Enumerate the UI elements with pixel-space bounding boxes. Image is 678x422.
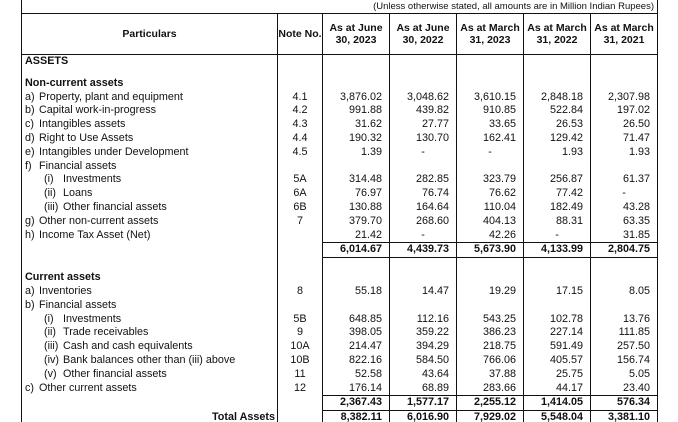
value-cell: 439.82 bbox=[390, 104, 457, 118]
value-cell: 162.41 bbox=[457, 132, 524, 146]
value-cell: 129.42 bbox=[524, 132, 591, 146]
period-line: As at March bbox=[527, 21, 587, 34]
note-cell: 4.4 bbox=[278, 132, 323, 146]
row-label: Inventories bbox=[39, 284, 92, 297]
row-label: Other current assets bbox=[39, 381, 137, 394]
value-cell bbox=[591, 69, 658, 77]
value-cell bbox=[591, 258, 658, 272]
table-row bbox=[22, 215, 658, 229]
row-prefix: (ii) bbox=[44, 187, 56, 200]
assets-table bbox=[21, 0, 658, 422]
subtotal-row bbox=[22, 243, 658, 258]
period-line: 31, 2021 bbox=[603, 34, 645, 46]
value-cell: 61.37 bbox=[591, 173, 658, 187]
period-line: 31, 2023 bbox=[469, 34, 511, 46]
value-cell: 766.06 bbox=[457, 354, 524, 368]
value-cell: 6,016.90 bbox=[390, 411, 457, 422]
section-row bbox=[22, 77, 658, 91]
row-prefix: (i) bbox=[44, 173, 54, 186]
value-cell: 33.65 bbox=[457, 118, 524, 132]
value-cell: 404.13 bbox=[457, 215, 524, 229]
value-cell: 23.40 bbox=[591, 382, 658, 396]
particulars-cell bbox=[22, 354, 278, 368]
particulars-cell bbox=[22, 215, 278, 229]
value-cell bbox=[524, 299, 591, 313]
value-cell: 543.25 bbox=[457, 313, 524, 327]
units-note-row bbox=[22, 0, 658, 14]
value-cell: 283.66 bbox=[457, 382, 524, 396]
value-cell: 218.75 bbox=[457, 340, 524, 354]
value-cell: 156.74 bbox=[591, 354, 658, 368]
value-cell bbox=[524, 271, 591, 285]
value-cell bbox=[323, 299, 390, 313]
value-cell: 3,610.15 bbox=[457, 91, 524, 105]
col-header-particulars: Particulars bbox=[22, 14, 278, 55]
table-body bbox=[22, 55, 658, 422]
value-cell: 102.78 bbox=[524, 313, 591, 327]
value-cell bbox=[457, 69, 524, 77]
value-cell: - bbox=[390, 146, 457, 160]
value-cell: 13.76 bbox=[591, 313, 658, 327]
value-cell: 386.23 bbox=[457, 326, 524, 340]
value-cell: 176.14 bbox=[323, 382, 390, 396]
period-line: As at March bbox=[460, 21, 520, 34]
value-cell bbox=[457, 55, 524, 69]
value-cell: 130.70 bbox=[390, 132, 457, 146]
value-cell: 282.85 bbox=[390, 173, 457, 187]
value-cell: 268.60 bbox=[390, 215, 457, 229]
value-cell: 359.22 bbox=[390, 326, 457, 340]
value-cell: - bbox=[591, 187, 658, 201]
value-cell: 52.58 bbox=[323, 368, 390, 382]
note-cell bbox=[278, 243, 323, 258]
row-prefix: (iii) bbox=[44, 200, 59, 213]
particulars-cell bbox=[22, 160, 278, 174]
value-cell bbox=[524, 258, 591, 272]
particulars-cell bbox=[22, 69, 278, 77]
note-cell: 7 bbox=[278, 215, 323, 229]
period-line: 30, 2022 bbox=[402, 34, 444, 46]
value-cell bbox=[390, 299, 457, 313]
col-header-period-1 bbox=[323, 14, 390, 55]
value-cell: 130.88 bbox=[323, 201, 390, 215]
table-row bbox=[22, 340, 658, 354]
value-cell bbox=[591, 271, 658, 285]
value-cell: 25.75 bbox=[524, 368, 591, 382]
note-cell: 4.2 bbox=[278, 104, 323, 118]
value-cell bbox=[390, 271, 457, 285]
row-prefix: (iii) bbox=[44, 340, 59, 353]
value-cell: 379.70 bbox=[323, 215, 390, 229]
value-cell: 197.02 bbox=[591, 104, 658, 118]
row-label: Right to Use Assets bbox=[39, 131, 134, 144]
table-row bbox=[22, 285, 658, 299]
value-cell: 37.88 bbox=[457, 368, 524, 382]
table-row bbox=[22, 132, 658, 146]
value-cell: 77.42 bbox=[524, 187, 591, 201]
value-cell: 5,673.90 bbox=[457, 243, 524, 258]
value-cell: 8.05 bbox=[591, 285, 658, 299]
value-cell: 190.32 bbox=[323, 132, 390, 146]
row-label: Other non-current assets bbox=[39, 214, 159, 227]
value-cell bbox=[591, 299, 658, 313]
period-line: As at June bbox=[329, 21, 383, 34]
table-row bbox=[22, 146, 658, 160]
row-label: Property, plant and equipment bbox=[39, 90, 183, 103]
value-cell bbox=[524, 55, 591, 69]
period-line: 31, 2022 bbox=[536, 34, 578, 46]
value-cell bbox=[323, 258, 390, 272]
value-cell bbox=[323, 69, 390, 77]
value-cell: 584.50 bbox=[390, 354, 457, 368]
value-cell bbox=[457, 258, 524, 272]
value-cell: - bbox=[457, 146, 524, 160]
value-cell: 910.85 bbox=[457, 104, 524, 118]
table-row bbox=[22, 326, 658, 340]
table-row bbox=[22, 187, 658, 201]
row-label: Income Tax Asset (Net) bbox=[39, 228, 151, 241]
value-cell bbox=[457, 271, 524, 285]
row-prefix: c) bbox=[25, 381, 34, 394]
table-header-row bbox=[22, 14, 658, 55]
value-cell: 76.74 bbox=[390, 187, 457, 201]
value-cell: 257.50 bbox=[591, 340, 658, 354]
note-cell bbox=[278, 77, 323, 91]
row-prefix: b) bbox=[25, 104, 35, 117]
value-cell: 112.16 bbox=[390, 313, 457, 327]
row-label: Capital work-in-progress bbox=[39, 104, 157, 117]
value-cell: 26.50 bbox=[591, 118, 658, 132]
value-cell: - bbox=[390, 229, 457, 243]
note-cell: 12 bbox=[278, 382, 323, 396]
row-label: ASSETS bbox=[25, 55, 69, 67]
value-cell: - bbox=[524, 229, 591, 243]
particulars-cell bbox=[22, 104, 278, 118]
row-label: Cash and cash equivalents bbox=[63, 340, 193, 353]
particulars-cell bbox=[22, 132, 278, 146]
col-header-period-4 bbox=[524, 14, 591, 55]
particulars-cell bbox=[22, 368, 278, 382]
value-cell: 19.29 bbox=[457, 285, 524, 299]
row-prefix: f) bbox=[25, 159, 32, 172]
value-cell: 42.26 bbox=[457, 229, 524, 243]
particulars-cell bbox=[22, 382, 278, 396]
value-cell bbox=[323, 271, 390, 285]
value-cell: 17.15 bbox=[524, 285, 591, 299]
row-label: Bank balances other than (iii) above bbox=[63, 353, 236, 366]
value-cell: 14.47 bbox=[390, 285, 457, 299]
value-cell: 2,804.75 bbox=[591, 243, 658, 258]
value-cell: 182.49 bbox=[524, 201, 591, 215]
spacer-row bbox=[22, 258, 658, 272]
particulars-cell bbox=[22, 118, 278, 132]
row-label: Other financial assets bbox=[63, 200, 167, 213]
value-cell: 323.79 bbox=[457, 173, 524, 187]
value-cell: 522.84 bbox=[524, 104, 591, 118]
note-cell bbox=[278, 411, 323, 422]
value-cell: 2,307.98 bbox=[591, 91, 658, 105]
units-note: (Unless otherwise stated, all amounts are in Million Indian Rupees) bbox=[22, 0, 658, 14]
value-cell: 88.31 bbox=[524, 215, 591, 229]
note-cell bbox=[278, 299, 323, 313]
value-cell: 214.47 bbox=[323, 340, 390, 354]
value-cell: 822.16 bbox=[323, 354, 390, 368]
row-label: Loans bbox=[63, 187, 93, 200]
row-label: Financial assets bbox=[39, 298, 117, 311]
particulars-cell bbox=[22, 326, 278, 340]
value-cell: 21.42 bbox=[323, 229, 390, 243]
value-cell bbox=[524, 77, 591, 91]
table-row bbox=[22, 104, 658, 118]
period-line: 30, 2023 bbox=[335, 34, 377, 46]
value-cell: 256.87 bbox=[524, 173, 591, 187]
value-cell: 7,929.02 bbox=[457, 411, 524, 422]
note-cell bbox=[278, 69, 323, 77]
row-prefix: h) bbox=[25, 228, 35, 241]
row-label: Non-current assets bbox=[25, 76, 124, 89]
table-row bbox=[22, 382, 658, 396]
row-prefix: e) bbox=[25, 145, 35, 158]
value-cell: 8,382.11 bbox=[323, 411, 390, 422]
note-cell: 11 bbox=[278, 368, 323, 382]
value-cell: 76.97 bbox=[323, 187, 390, 201]
value-cell: 6,014.67 bbox=[323, 243, 390, 258]
particulars-cell bbox=[22, 299, 278, 313]
note-cell: 6A bbox=[278, 187, 323, 201]
row-label: Investments bbox=[63, 173, 122, 186]
row-prefix: a) bbox=[25, 284, 35, 297]
value-cell bbox=[323, 160, 390, 174]
value-cell: 43.64 bbox=[390, 368, 457, 382]
value-cell: 991.88 bbox=[323, 104, 390, 118]
row-prefix: a) bbox=[25, 90, 35, 103]
value-cell: 2,367.43 bbox=[323, 396, 390, 411]
section-row bbox=[22, 55, 658, 69]
value-cell: 398.05 bbox=[323, 326, 390, 340]
particulars-cell bbox=[22, 411, 278, 422]
row-label: Financial assets bbox=[39, 159, 117, 172]
row-prefix: (v) bbox=[44, 367, 57, 380]
value-cell bbox=[390, 69, 457, 77]
note-cell bbox=[278, 271, 323, 285]
table-row bbox=[22, 118, 658, 132]
row-label: Total Assets bbox=[212, 411, 275, 422]
note-cell: 5B bbox=[278, 313, 323, 327]
row-prefix: (i) bbox=[44, 312, 54, 325]
value-cell: 111.85 bbox=[591, 326, 658, 340]
note-cell: 9 bbox=[278, 326, 323, 340]
particulars-cell bbox=[22, 340, 278, 354]
value-cell: 164.64 bbox=[390, 201, 457, 215]
row-prefix: (ii) bbox=[44, 326, 56, 339]
value-cell: 71.47 bbox=[591, 132, 658, 146]
value-cell: 1.93 bbox=[591, 146, 658, 160]
table-row bbox=[22, 354, 658, 368]
value-cell bbox=[591, 77, 658, 91]
value-cell: 405.57 bbox=[524, 354, 591, 368]
row-label: Investments bbox=[63, 312, 122, 325]
note-cell bbox=[278, 55, 323, 69]
row-prefix: (iv) bbox=[44, 353, 59, 366]
col-header-period-3 bbox=[457, 14, 524, 55]
value-cell: 3,876.02 bbox=[323, 91, 390, 105]
value-cell bbox=[390, 77, 457, 91]
value-cell: 3,381.10 bbox=[591, 411, 658, 422]
value-cell: 2,255.12 bbox=[457, 396, 524, 411]
value-cell bbox=[390, 160, 457, 174]
value-cell: 5.05 bbox=[591, 368, 658, 382]
particulars-cell bbox=[22, 187, 278, 201]
value-cell: 63.35 bbox=[591, 215, 658, 229]
value-cell bbox=[457, 160, 524, 174]
particulars-cell bbox=[22, 396, 278, 411]
value-cell bbox=[390, 55, 457, 69]
value-cell: 4,133.99 bbox=[524, 243, 591, 258]
row-label: Intangibles assets bbox=[39, 118, 126, 131]
value-cell: 44.17 bbox=[524, 382, 591, 396]
note-cell: 8 bbox=[278, 285, 323, 299]
table-row bbox=[22, 299, 658, 313]
value-cell: 2,848.18 bbox=[524, 91, 591, 105]
row-label: Current assets bbox=[25, 271, 101, 284]
value-cell bbox=[524, 160, 591, 174]
table-row bbox=[22, 313, 658, 327]
row-prefix: d) bbox=[25, 131, 35, 144]
value-cell: 394.29 bbox=[390, 340, 457, 354]
value-cell: 576.34 bbox=[591, 396, 658, 411]
particulars-cell bbox=[22, 243, 278, 258]
particulars-cell bbox=[22, 313, 278, 327]
note-cell bbox=[278, 396, 323, 411]
particulars-cell bbox=[22, 91, 278, 105]
value-cell bbox=[323, 55, 390, 69]
note-cell: 4.5 bbox=[278, 146, 323, 160]
note-cell: 6B bbox=[278, 201, 323, 215]
note-cell: 4.3 bbox=[278, 118, 323, 132]
note-cell: 10A bbox=[278, 340, 323, 354]
value-cell bbox=[323, 77, 390, 91]
value-cell: 1,414.05 bbox=[524, 396, 591, 411]
total-row bbox=[22, 411, 658, 422]
particulars-cell bbox=[22, 55, 278, 69]
value-cell: 76.62 bbox=[457, 187, 524, 201]
value-cell bbox=[591, 160, 658, 174]
value-cell bbox=[457, 299, 524, 313]
note-cell: 10B bbox=[278, 354, 323, 368]
table-row bbox=[22, 368, 658, 382]
col-header-note-no: Note No. bbox=[278, 14, 323, 55]
value-cell: 31.85 bbox=[591, 229, 658, 243]
table-row bbox=[22, 91, 658, 105]
value-cell bbox=[457, 77, 524, 91]
value-cell: 1,577.17 bbox=[390, 396, 457, 411]
value-cell: 110.04 bbox=[457, 201, 524, 215]
value-cell: 227.14 bbox=[524, 326, 591, 340]
particulars-cell bbox=[22, 173, 278, 187]
row-label: Other financial assets bbox=[63, 367, 167, 380]
table-row bbox=[22, 201, 658, 215]
value-cell: 3,048.62 bbox=[390, 91, 457, 105]
section-row bbox=[22, 271, 658, 285]
particulars-cell bbox=[22, 77, 278, 91]
row-label: Intangibles under Development bbox=[39, 145, 189, 158]
period-line: As at June bbox=[396, 21, 450, 34]
period-line: As at March bbox=[594, 21, 654, 34]
note-cell: 4.1 bbox=[278, 91, 323, 105]
table-row bbox=[22, 160, 658, 174]
value-cell: 43.28 bbox=[591, 201, 658, 215]
value-cell: 68.89 bbox=[390, 382, 457, 396]
row-label: Trade receivables bbox=[63, 326, 149, 339]
value-cell: 1.93 bbox=[524, 146, 591, 160]
particulars-cell bbox=[22, 258, 278, 272]
value-cell: 591.49 bbox=[524, 340, 591, 354]
particulars-cell bbox=[22, 201, 278, 215]
value-cell: 4,439.73 bbox=[390, 243, 457, 258]
table-row bbox=[22, 173, 658, 187]
particulars-cell bbox=[22, 229, 278, 243]
row-prefix: g) bbox=[25, 214, 35, 227]
value-cell: 31.62 bbox=[323, 118, 390, 132]
note-cell bbox=[278, 160, 323, 174]
particulars-cell bbox=[22, 285, 278, 299]
value-cell: 314.48 bbox=[323, 173, 390, 187]
value-cell: 648.85 bbox=[323, 313, 390, 327]
particulars-cell bbox=[22, 271, 278, 285]
value-cell bbox=[390, 258, 457, 272]
particulars-cell bbox=[22, 146, 278, 160]
value-cell: 26.53 bbox=[524, 118, 591, 132]
row-prefix: b) bbox=[25, 298, 35, 311]
note-cell bbox=[278, 229, 323, 243]
row-prefix: c) bbox=[25, 118, 34, 131]
col-header-period-5 bbox=[591, 14, 658, 55]
note-cell bbox=[278, 258, 323, 272]
table-row bbox=[22, 229, 658, 243]
subtotal-row bbox=[22, 396, 658, 411]
value-cell: 27.77 bbox=[390, 118, 457, 132]
value-cell bbox=[524, 69, 591, 77]
value-cell bbox=[591, 55, 658, 69]
value-cell: 1.39 bbox=[323, 146, 390, 160]
value-cell: 5,548.04 bbox=[524, 411, 591, 422]
value-cell: 55.18 bbox=[323, 285, 390, 299]
note-cell: 5A bbox=[278, 173, 323, 187]
spacer-row bbox=[22, 69, 658, 77]
col-header-period-2 bbox=[390, 14, 457, 55]
